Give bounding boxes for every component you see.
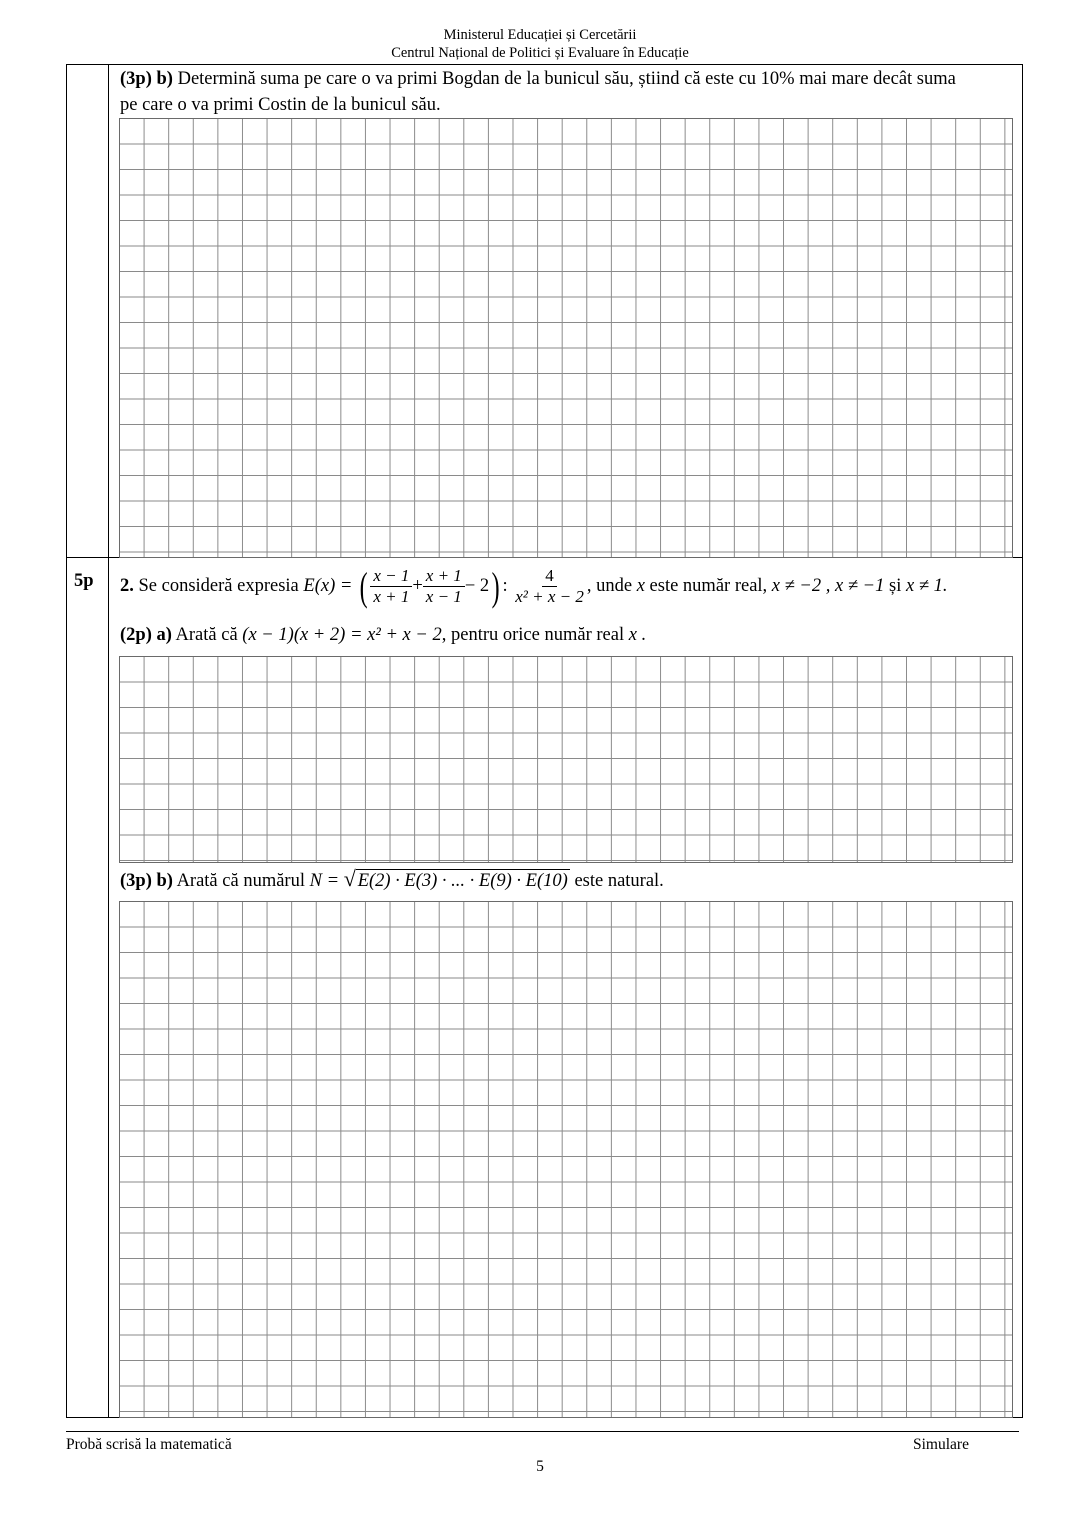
q2-cond-prefix: , unde [586,576,633,596]
square-root: √ E(2) · E(3) · ... · E(9) · E(10) [343,866,568,891]
page-number: 5 [536,1458,544,1475]
q2a-statement: (2p) a) Arată că (x − 1)(x + 2) = x² + x − 2, pentru orice număr real x . [120,625,647,645]
footer-type: Simulare [913,1436,969,1453]
q2-intro: Se consideră expresia [138,576,299,596]
q2a-identity: (x − 1)(x + 2) = x² + x − 2 [242,625,442,645]
fraction-2: $\frac{x + 1}{x - 1}$ [423,566,465,607]
answer-grid-q2b[interactable] [119,901,1013,1418]
header-center: Centrul Național de Politici și Evaluare în Educație [391,45,689,61]
fraction-3: $\frac{4}{\text{x² + x − 2}}$ [515,566,584,607]
fraction-1: $\frac{x - 1}{x + 1}$ [370,566,412,607]
q2-statement: 2. Se consideră expresia E(x) = ( $\frac{x - 1}{x + 1}$ + $\frac{x + 1}{x - 1}$ − 2) : $\frac{4}{\text{x² + x − 2}}$ , unde x este număr real, x ≠ −2 , x ≠ −1 și x ≠ 1. [120,563,948,609]
score-column-divider [108,64,109,1418]
q1b-text-2: pe care o va primi Costin de la bunicul său. [120,95,441,115]
q2b-statement: (3p) b) Arată că numărul N = √ E(2) · E(3) · ... · E(9) · E(10) este natural. [120,868,664,894]
answer-grid-q2a[interactable] [119,656,1013,863]
q1b-points: (3p) [120,69,152,89]
q1b-letter: b) [156,69,173,89]
q1b-line1 [120,66,956,92]
answer-grid-q1b[interactable] [119,118,1013,558]
q1b-text-1: Determină suma pe care o va primi Bogdan de la bunicul său, știind că este cu 10% mai mare decât suma [177,69,956,89]
footer-subject: Probă scrisă la matematică [66,1436,232,1453]
q2-expr-name: E(x) = [303,576,353,596]
header-ministry: Ministerul Educației și Cercetării [443,27,637,43]
q2-score: 5p [74,571,94,591]
footer-rule [66,1431,1019,1432]
q2-number: 2. [120,576,134,596]
